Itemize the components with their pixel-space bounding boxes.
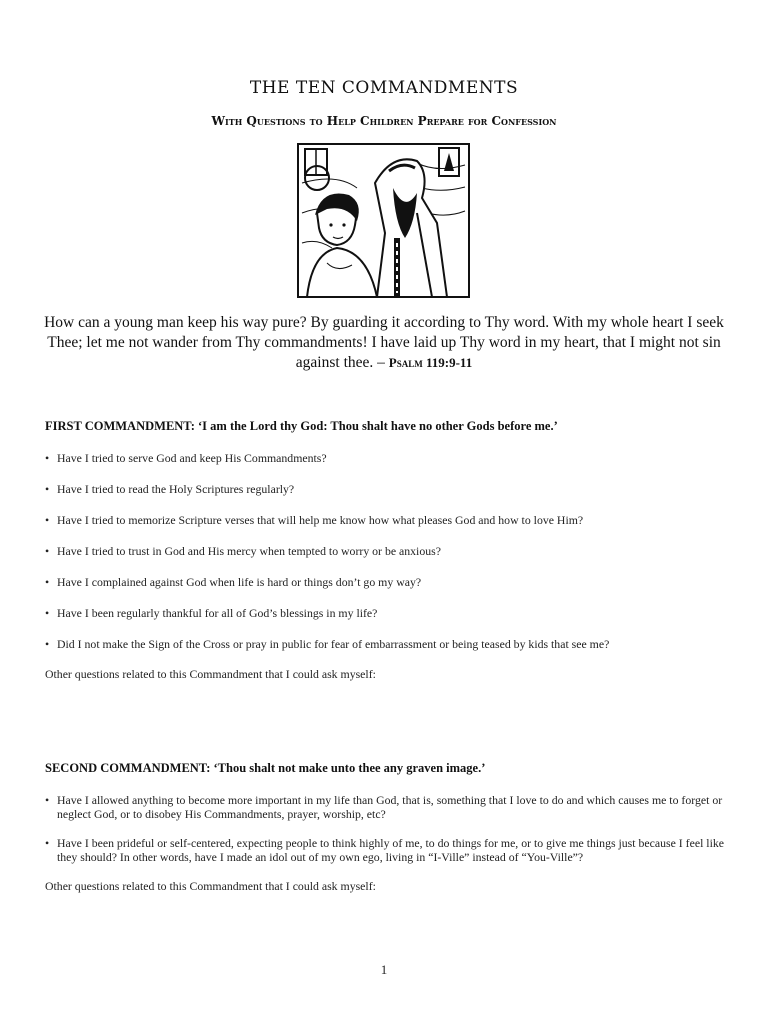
list-item <box>45 482 725 496</box>
document-title: THE TEN COMMANDMENTS <box>249 78 519 98</box>
list-item-text: Have I tried to trust in God and His mercy when tempted to worry or be anxious? <box>57 544 441 558</box>
list-item <box>45 544 725 558</box>
bullet-icon: • <box>45 637 50 651</box>
scripture-quote <box>40 313 728 373</box>
list-item-text: Did I not make the Sign of the Cross or pray in public for fear of embarrassment or being teased by kids that see me? <box>57 637 610 651</box>
list-item <box>45 513 725 527</box>
bullet-icon: • <box>45 482 50 496</box>
list-item-text: Have I complained against God when life is hard or things don’t go my way? <box>57 575 422 589</box>
bullet-icon: • <box>45 575 50 589</box>
quote-reference: Psalm 119:9-11 <box>388 355 473 370</box>
list-item-text: Have I been prideful or self-centered, expecting people to think highly of me, to do things for me, or to give me things just because I feel like they should? In other words, have I made an idol out of my own ego, living in “I-Ville” instead of “You-Ville”? <box>57 836 724 864</box>
list-item-text: Have I tried to memorize Scripture verses that will help me know how what pleases God and how to love Him? <box>57 513 584 527</box>
second-commandment-section <box>45 761 725 905</box>
elder-and-child-illustration-icon <box>297 143 470 298</box>
list-item <box>45 836 725 864</box>
list-item-text: Have I tried to read the Holy Scriptures regularly? <box>57 482 295 496</box>
page-number: 1 <box>380 962 388 977</box>
list-item-text: Have I allowed anything to become more important in my life than God, that is, something that I love to do and which causes me to forget or neglect God, or to disobey His Commandments, prayer, worship, etc? <box>57 793 723 821</box>
section-heading: SECOND COMMANDMENT: ‘Thou shalt not make unto thee any graven image.’ <box>45 761 486 775</box>
list-item <box>45 451 725 465</box>
bullet-icon: • <box>45 451 50 465</box>
bullet-icon: • <box>45 544 50 558</box>
list-item <box>45 606 725 620</box>
list-item <box>45 575 725 589</box>
list-item <box>45 793 725 821</box>
section-heading: FIRST COMMANDMENT: ‘I am the Lord thy God: Thou shalt have no other Gods before me.’ <box>45 419 558 433</box>
bullet-icon: • <box>45 606 50 620</box>
question-list <box>45 451 725 651</box>
other-questions-prompt: Other questions related to this Commandment that I could ask myself: <box>45 667 376 681</box>
bullet-icon: • <box>45 513 50 527</box>
bullet-icon: • <box>45 836 50 850</box>
bullet-icon: • <box>45 793 50 807</box>
list-item-text: Have I been regularly thankful for all of God’s blessings in my life? <box>57 606 378 620</box>
list-item-text: Have I tried to serve God and keep His Commandments? <box>57 451 327 465</box>
document-subtitle: With Questions to Help Children Prepare for Confession <box>211 114 557 128</box>
question-list <box>45 793 725 864</box>
quote-text: How can a young man keep his way pure? By guarding it according to Thy word. With my whole heart I seek Thee; let me not wander from Thy commandments! I have laid up Thy word in my heart, that I might not sin against thee. – <box>44 314 724 371</box>
list-item <box>45 637 725 651</box>
other-questions-prompt: Other questions related to this Commandment that I could ask myself: <box>45 879 376 893</box>
illustration-svg <box>297 143 470 298</box>
first-commandment-section <box>45 419 725 693</box>
